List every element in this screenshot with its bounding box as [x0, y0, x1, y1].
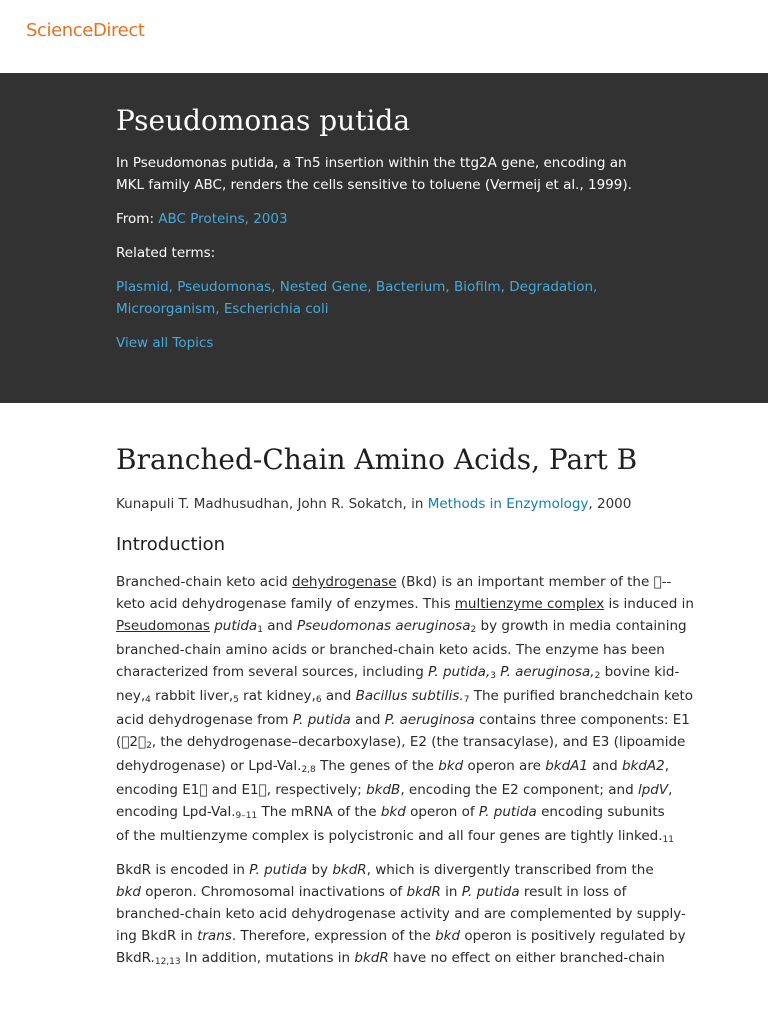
text: acid dehydrogenase from [116, 712, 293, 728]
term-link[interactable]: multienzyme complex [454, 596, 605, 612]
reference-mark[interactable]: 6 [315, 695, 322, 705]
text: bkd [438, 758, 464, 774]
text: is induced in [604, 596, 694, 612]
reference-mark[interactable]: 9–11 [235, 811, 258, 821]
reference-mark[interactable]: 4 [145, 695, 151, 705]
text: encoding Lpd-Val. [116, 804, 236, 820]
text: in [440, 884, 462, 900]
text: (Bkd) is an important member of the  -- [396, 574, 672, 590]
text: P. putida [461, 884, 520, 900]
text-line [116, 731, 686, 755]
text: bkd [435, 928, 461, 944]
text: and [262, 618, 297, 634]
text: ney, [116, 688, 146, 704]
text: , which is divergently transcribed from the [366, 862, 654, 878]
text-line [116, 685, 694, 709]
text: . Therefore, expression of the [231, 928, 436, 944]
article-title: Branched-Chain Amino Acids, Part B [116, 443, 638, 476]
text: bovine kid- [600, 664, 680, 680]
text: operon. Chromosomal inactivations of [140, 884, 407, 900]
text: trans [197, 928, 232, 944]
related-terms-links [116, 276, 636, 320]
reference-mark[interactable]: 2,8 [301, 765, 316, 775]
view-all-topics [116, 332, 768, 354]
topic-panel [0, 73, 768, 403]
reference-mark[interactable]: 1 [257, 625, 263, 635]
book-link[interactable]: Methods in Enzymology [427, 496, 589, 512]
text: P. aeruginosa [384, 712, 475, 728]
paragraph-1 [116, 571, 694, 849]
text-line [116, 593, 694, 615]
text: characterized from several sources, including [116, 664, 429, 680]
text: rabbit liver, [150, 688, 234, 704]
text: keto acid dehydrogenase family of enzymes. This [116, 596, 455, 612]
text: by [307, 862, 333, 878]
related-terms-label: Related terms: [116, 245, 216, 261]
text: In addition, mutations in [180, 950, 355, 966]
text: , encoding the E2 component; and [400, 782, 638, 798]
text: bkdA1 [545, 758, 588, 774]
text-line [116, 615, 687, 639]
text: Pseudomonas aeruginosa [296, 618, 471, 634]
text: and [587, 758, 622, 774]
text: bkdR [354, 950, 389, 966]
article-year: , 2000 [588, 496, 632, 512]
text-line [116, 947, 665, 971]
related-terms-link[interactable]: Plasmid, Pseudomonas, Nested Gene, Bacterium, Biofilm, Degradation, Microorganism, Escherichia coli [116, 279, 598, 317]
text: , [664, 758, 670, 774]
term-link[interactable]: Pseudomonas [116, 618, 210, 634]
text: The mRNA of the [257, 804, 381, 820]
subscript: 2 [146, 741, 152, 751]
text: contains three components: E1 [474, 712, 690, 728]
reference-mark[interactable]: 5 [233, 695, 239, 705]
text: encoding E1  and E1 , respectively; [116, 782, 367, 798]
text: by growth in media containing [476, 618, 687, 634]
topic-definition: In Pseudomonas putida, a Tn5 insertion within the ttg2A gene, encoding an MKL family ABC, renders the cells sensitive to toluene (Vermeij et al., 1999). [116, 155, 632, 193]
text: BkdR. [116, 950, 155, 966]
text: P. aeruginosa, [495, 664, 595, 680]
reference-mark[interactable]: 3 [490, 671, 496, 681]
text: bkdR [406, 884, 441, 900]
text: operon is positively regulated by [460, 928, 686, 944]
text-line [116, 779, 673, 801]
text: of the multienzyme complex is polycistronic and all four genes are tightly linked. [116, 828, 663, 844]
text: have no effect on either branched-chain [388, 950, 665, 966]
text-line [116, 801, 665, 825]
article-byline [116, 493, 768, 515]
text: Bacillus subtilis. [355, 688, 464, 704]
site-header [0, 0, 768, 73]
text: dehydrogenase) or Lpd-Val. [116, 758, 302, 774]
text-line [116, 825, 674, 849]
topic-source-label: From: [116, 211, 159, 227]
text: P. putida, [428, 664, 491, 680]
text: BkdR is encoded in [116, 862, 250, 878]
text: P. putida [249, 862, 308, 878]
text: operon of [405, 804, 479, 820]
text: and [321, 688, 356, 704]
text: rat kidney, [238, 688, 316, 704]
text: P. putida [292, 712, 351, 728]
text-line [116, 661, 680, 685]
reference-mark[interactable]: 11 [662, 835, 674, 845]
text: , [668, 782, 673, 798]
sciencedirect-logo[interactable]: ScienceDirect [26, 20, 145, 41]
article-authors: Kunapuli T. Madhusudhan, John R. Sokatch, in [116, 496, 428, 512]
text-line [116, 881, 642, 903]
reference-mark[interactable]: 12,13 [154, 957, 181, 967]
topic-title: Pseudomonas putida [116, 104, 411, 137]
text: bkd [116, 884, 141, 900]
text: P. putida [478, 804, 537, 820]
text: bkd [380, 804, 406, 820]
paragraph-2 [116, 859, 686, 971]
text: result in loss of [519, 884, 627, 900]
text-line [116, 925, 686, 947]
text: ing BkdR in [116, 928, 198, 944]
text: bkdR [332, 862, 367, 878]
text: Branched-chain keto acid [116, 574, 293, 590]
text: bkdB [366, 782, 401, 798]
text: ( 2  [116, 734, 147, 750]
topic-source-link[interactable]: ABC Proteins, 2003 [158, 211, 288, 227]
topic-source [116, 208, 768, 230]
reference-mark[interactable]: 2 [470, 625, 477, 635]
text: , the dehydrogenase–decarboxylase), E2 (the transacylase), and E3 (lipoamide [151, 734, 686, 750]
text: and [350, 712, 385, 728]
reference-mark[interactable]: 7 [463, 695, 470, 705]
section-heading: Introduction [116, 534, 226, 555]
text-line: branched-chain keto acid dehydrogenase activity and are complemented by supply- [116, 906, 686, 922]
reference-mark[interactable]: 2 [594, 671, 601, 681]
text-line: branched-chain amino acids or branched-chain keto acids. The enzyme has been [116, 642, 665, 658]
article [0, 403, 768, 971]
text: bkdA2 [621, 758, 665, 774]
text: The purified branchedchain keto [469, 688, 694, 704]
text-line [116, 709, 690, 731]
text: The genes of the [315, 758, 439, 774]
text: encoding subunits [536, 804, 665, 820]
text-line [116, 571, 672, 593]
term-link[interactable]: dehydrogenase [292, 574, 397, 590]
text: lpdV [637, 782, 669, 798]
view-all-topics-link[interactable]: View all Topics [116, 335, 214, 351]
text-line [116, 859, 654, 881]
text-line [116, 755, 670, 779]
text: operon are [463, 758, 546, 774]
text: putida [209, 618, 258, 634]
